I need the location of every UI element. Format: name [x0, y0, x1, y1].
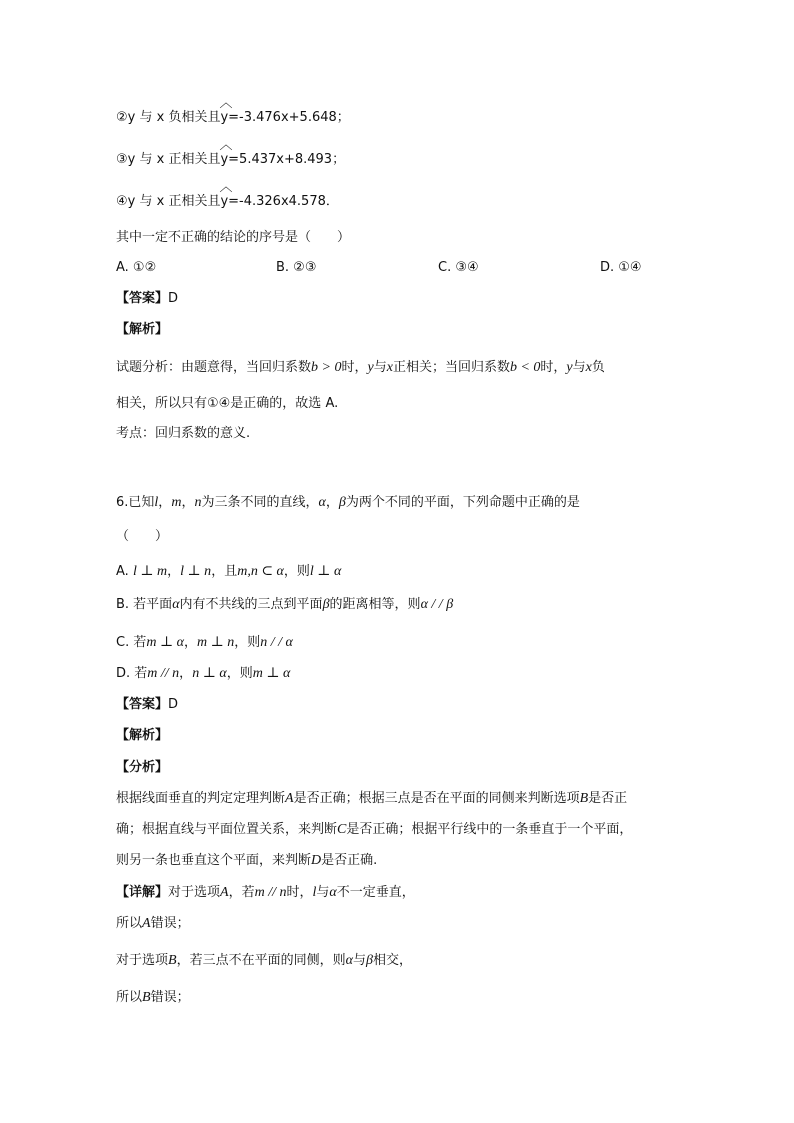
- q5-item-4: [116, 180, 339, 212]
- q5-stem: 其中一定不正确的结论的序号是（ ）: [116, 230, 351, 245]
- q5-analysis-line-3: 考点：回归系数的意义.: [116, 426, 251, 441]
- text: 所以: [116, 916, 143, 931]
- text: ，且: [211, 564, 238, 579]
- text: 时，: [286, 885, 313, 900]
- y-hat: ︿ y: [219, 180, 233, 209]
- item-text: ③y 与 x 正相关且: [116, 152, 221, 167]
- q6-fenxi-line-1: [116, 789, 627, 809]
- q6-option-a: [116, 562, 341, 582]
- text: 相交，: [372, 953, 412, 968]
- text: 的距离相等，则: [329, 597, 421, 612]
- text: ，: [167, 564, 181, 579]
- text: 时，: [540, 360, 567, 375]
- q6-paren: （ ）: [116, 529, 169, 544]
- math: α / / β: [420, 597, 454, 612]
- text: 为三条不同的直线，: [201, 495, 319, 510]
- regression-equation: =-3.476x+5.648；: [228, 110, 350, 125]
- text: 为两个不同的平面，下列命题中正确的是: [345, 495, 580, 510]
- var-A: A: [220, 885, 229, 900]
- var-x: x: [386, 360, 393, 375]
- var-A: A: [285, 791, 294, 806]
- text: 负: [591, 360, 605, 375]
- math: n ⊥ α: [192, 666, 227, 681]
- math: n / / α: [260, 635, 293, 650]
- q6-answer: [116, 695, 178, 715]
- q5-item-3: [116, 138, 346, 170]
- var-y: y: [566, 360, 573, 375]
- regression-equation: =5.437x+8.493；: [228, 152, 346, 167]
- var-m: m: [171, 495, 182, 510]
- text: ，: [158, 495, 172, 510]
- math: > 0: [318, 360, 342, 375]
- var-alpha: α: [318, 495, 326, 510]
- math: l ⊥ n: [180, 564, 212, 579]
- math: < 0: [516, 360, 541, 375]
- var-n: n: [194, 495, 202, 510]
- var-x: x: [585, 360, 592, 375]
- q5-analysis-line-1: [116, 358, 605, 378]
- q6-fenxi-line-2: [116, 820, 632, 840]
- math: α: [172, 597, 180, 612]
- text: 与: [316, 885, 330, 900]
- var-alpha: α: [329, 885, 337, 900]
- b-hat: b: [509, 360, 517, 375]
- var-l: l: [312, 885, 317, 900]
- math: m ⊥ n: [196, 635, 235, 650]
- text: 对于选项: [168, 885, 221, 900]
- text: 试题分析：由题意得，当回归系数: [116, 360, 312, 375]
- text: 错误；: [150, 990, 190, 1005]
- answer-value: D: [168, 697, 179, 712]
- text: ，若三点不在平面的同侧，则: [176, 953, 346, 968]
- item-text: ②y 与 x 负相关且: [116, 110, 221, 125]
- math: β: [322, 597, 330, 612]
- var-alpha: α: [345, 953, 353, 968]
- text: 时，: [341, 360, 368, 375]
- text: ，: [183, 635, 197, 650]
- q6-option-c: [116, 633, 293, 653]
- q5-option-a: A. ①②: [116, 260, 157, 275]
- text: 与: [352, 953, 366, 968]
- answer-tag: 【答案】: [116, 291, 169, 306]
- q6-fenxi-tag: 【分析】: [116, 760, 169, 775]
- math: m // n: [147, 666, 180, 681]
- text: ，则: [283, 564, 310, 579]
- q6-analysis-tag: 【解析】: [116, 728, 169, 743]
- text: 确；根据直线与平面位置关系，来判断: [116, 822, 338, 837]
- answer-tag: 【答案】: [116, 697, 169, 712]
- text: ，: [325, 495, 339, 510]
- q6-detail-line-1: [116, 883, 415, 903]
- q6-detail-line-4: [116, 988, 190, 1008]
- math: m // n: [254, 885, 287, 900]
- q6-stem: [116, 493, 580, 513]
- var-beta: β: [338, 495, 346, 510]
- q6-option-b: [116, 595, 453, 615]
- q5-analysis-line-2: 相关，所以只有①④是正确的，故选 A.: [116, 396, 339, 411]
- text: 是否正确；根据三点是否在平面的同侧来判断选项: [293, 791, 580, 806]
- text: 是否正确.: [321, 853, 378, 868]
- text: 与: [373, 360, 387, 375]
- q5-analysis-tag: 【解析】: [116, 322, 169, 337]
- q5-option-b: B. ②③: [276, 260, 317, 275]
- text: A.: [116, 564, 133, 579]
- text: ，: [181, 495, 195, 510]
- math: l ⊥ m: [132, 564, 168, 579]
- regression-equation: =-4.326x4.578．: [228, 194, 339, 209]
- text: ，则: [226, 666, 253, 681]
- text: 6.已知: [116, 495, 155, 510]
- q5-answer: [116, 289, 178, 309]
- y-hat: ︿ y: [219, 138, 233, 167]
- math: l ⊥ α: [309, 564, 342, 579]
- var-C: C: [337, 822, 347, 837]
- text: 根据线面垂直的判定定理判断: [116, 791, 286, 806]
- text: 不一定垂直，: [336, 885, 415, 900]
- var-B: B: [579, 791, 589, 806]
- text: 正相关；当回归系数: [392, 360, 510, 375]
- text: ，: [179, 666, 193, 681]
- math: m,n ⊂ α: [237, 564, 284, 579]
- q5-option-d: D. ①④: [600, 260, 642, 275]
- text: C. 若: [116, 635, 147, 650]
- detail-tag: 【详解】: [116, 885, 169, 900]
- q5-item-2: [116, 96, 350, 128]
- var-A: A: [142, 916, 151, 931]
- q6-detail-line-3: [116, 951, 412, 971]
- text: D. 若: [116, 666, 148, 681]
- y-hat: ︿ y: [219, 96, 233, 125]
- q6-fenxi-line-3: [116, 851, 377, 871]
- item-text: ④y 与 x 正相关且: [116, 194, 221, 209]
- text: 对于选项: [116, 953, 169, 968]
- q5-option-c: C. ③④: [438, 260, 479, 275]
- text: 错误；: [150, 916, 190, 931]
- math: m ⊥ α: [146, 635, 184, 650]
- q6-option-d: [116, 664, 290, 684]
- text: 与: [572, 360, 586, 375]
- var-l: l: [154, 495, 159, 510]
- text: 则另一条也垂直这个平面，来判断: [116, 853, 312, 868]
- b-hat: b: [311, 360, 319, 375]
- text: 所以: [116, 990, 143, 1005]
- text: B. 若平面: [116, 597, 173, 612]
- var-B: B: [168, 953, 177, 968]
- var-B: B: [142, 990, 151, 1005]
- text: ，则: [234, 635, 261, 650]
- text: ，若: [228, 885, 255, 900]
- answer-value: D: [168, 291, 179, 306]
- text: 是否正确；根据平行线中的一条垂直于一个平面，: [346, 822, 633, 837]
- q6-detail-line-2: [116, 914, 190, 934]
- var-beta: β: [365, 953, 373, 968]
- math: m ⊥ α: [252, 666, 291, 681]
- var-y: y: [367, 360, 374, 375]
- text: 内有不共线的三点到平面: [179, 597, 323, 612]
- text: 是否正: [588, 791, 628, 806]
- var-D: D: [311, 853, 322, 868]
